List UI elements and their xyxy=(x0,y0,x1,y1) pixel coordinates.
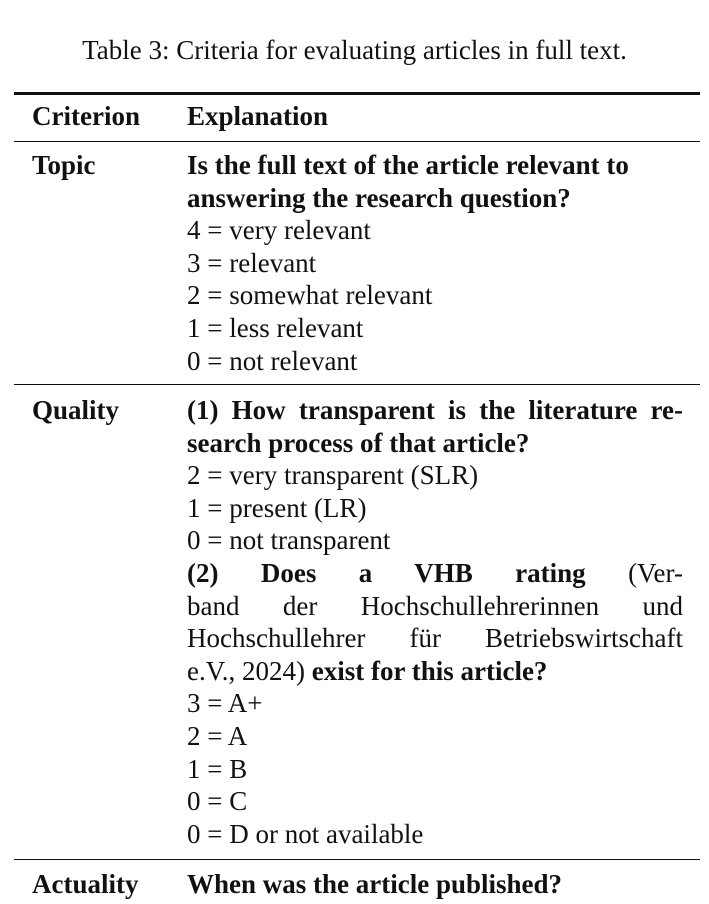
explanation-actuality: When was the article published? xyxy=(187,869,563,899)
quality-q1-option: 2 = very transparent (SLR) xyxy=(187,460,479,491)
explanation-quality xyxy=(187,394,683,850)
quality-q2-option: 0 = D or not available xyxy=(187,818,424,849)
topic-option: 4 = very relevant xyxy=(187,215,371,246)
quality-q2-line3: Hochschullehrer für Betriebswirtschaft xyxy=(187,623,683,654)
topic-rule xyxy=(14,384,700,385)
quality-q2-option: 1 = B xyxy=(187,753,248,784)
topic-option: 1 = less relevant xyxy=(187,312,364,343)
quality-q2-text-a: (Ver- xyxy=(628,557,683,588)
quality-q2-line1 xyxy=(187,557,683,590)
quality-q1-line1: (1) How transparent is the literature re- xyxy=(187,395,683,425)
quality-q2-option: 0 = C xyxy=(187,786,248,817)
topic-option: 2 = somewhat relevant xyxy=(187,280,433,311)
explanation-topic xyxy=(187,149,683,377)
criterion-actuality: Actuality xyxy=(32,869,139,899)
topic-question-line1: Is the full text of the article relevant to xyxy=(187,150,629,180)
header-criterion: Criterion xyxy=(32,101,140,131)
quality-q2-line4 xyxy=(187,655,683,688)
topic-option: 3 = relevant xyxy=(187,247,317,278)
quality-q2-option: 3 = A+ xyxy=(187,688,263,719)
quality-q2-option: 2 = A xyxy=(187,720,248,751)
top-rule xyxy=(14,92,700,95)
quality-q2-bold-start: (2) Does a VHB rating xyxy=(187,557,586,588)
quality-q2-line4-bold: exist for this article? xyxy=(311,655,548,686)
topic-option: 0 = not relevant xyxy=(187,345,358,376)
quality-q2-line4-plain: e.V., 2024) xyxy=(187,655,305,686)
criterion-topic: Topic xyxy=(32,150,96,180)
quality-q1-option: 0 = not transparent xyxy=(187,525,391,556)
table-caption: Table 3: Criteria for evaluating articles in full text. xyxy=(82,35,627,65)
topic-question-line2: answering the research question? xyxy=(187,182,571,213)
quality-q1-line2: search process of that article? xyxy=(187,427,530,458)
header-explanation: Explanation xyxy=(187,101,329,131)
quality-q2-line2: band der Hochschullehrerinnen und xyxy=(187,590,683,621)
header-rule xyxy=(14,141,700,142)
quality-rule xyxy=(14,859,700,860)
quality-q1-option: 1 = present (LR) xyxy=(187,492,367,523)
criterion-quality: Quality xyxy=(32,395,120,425)
